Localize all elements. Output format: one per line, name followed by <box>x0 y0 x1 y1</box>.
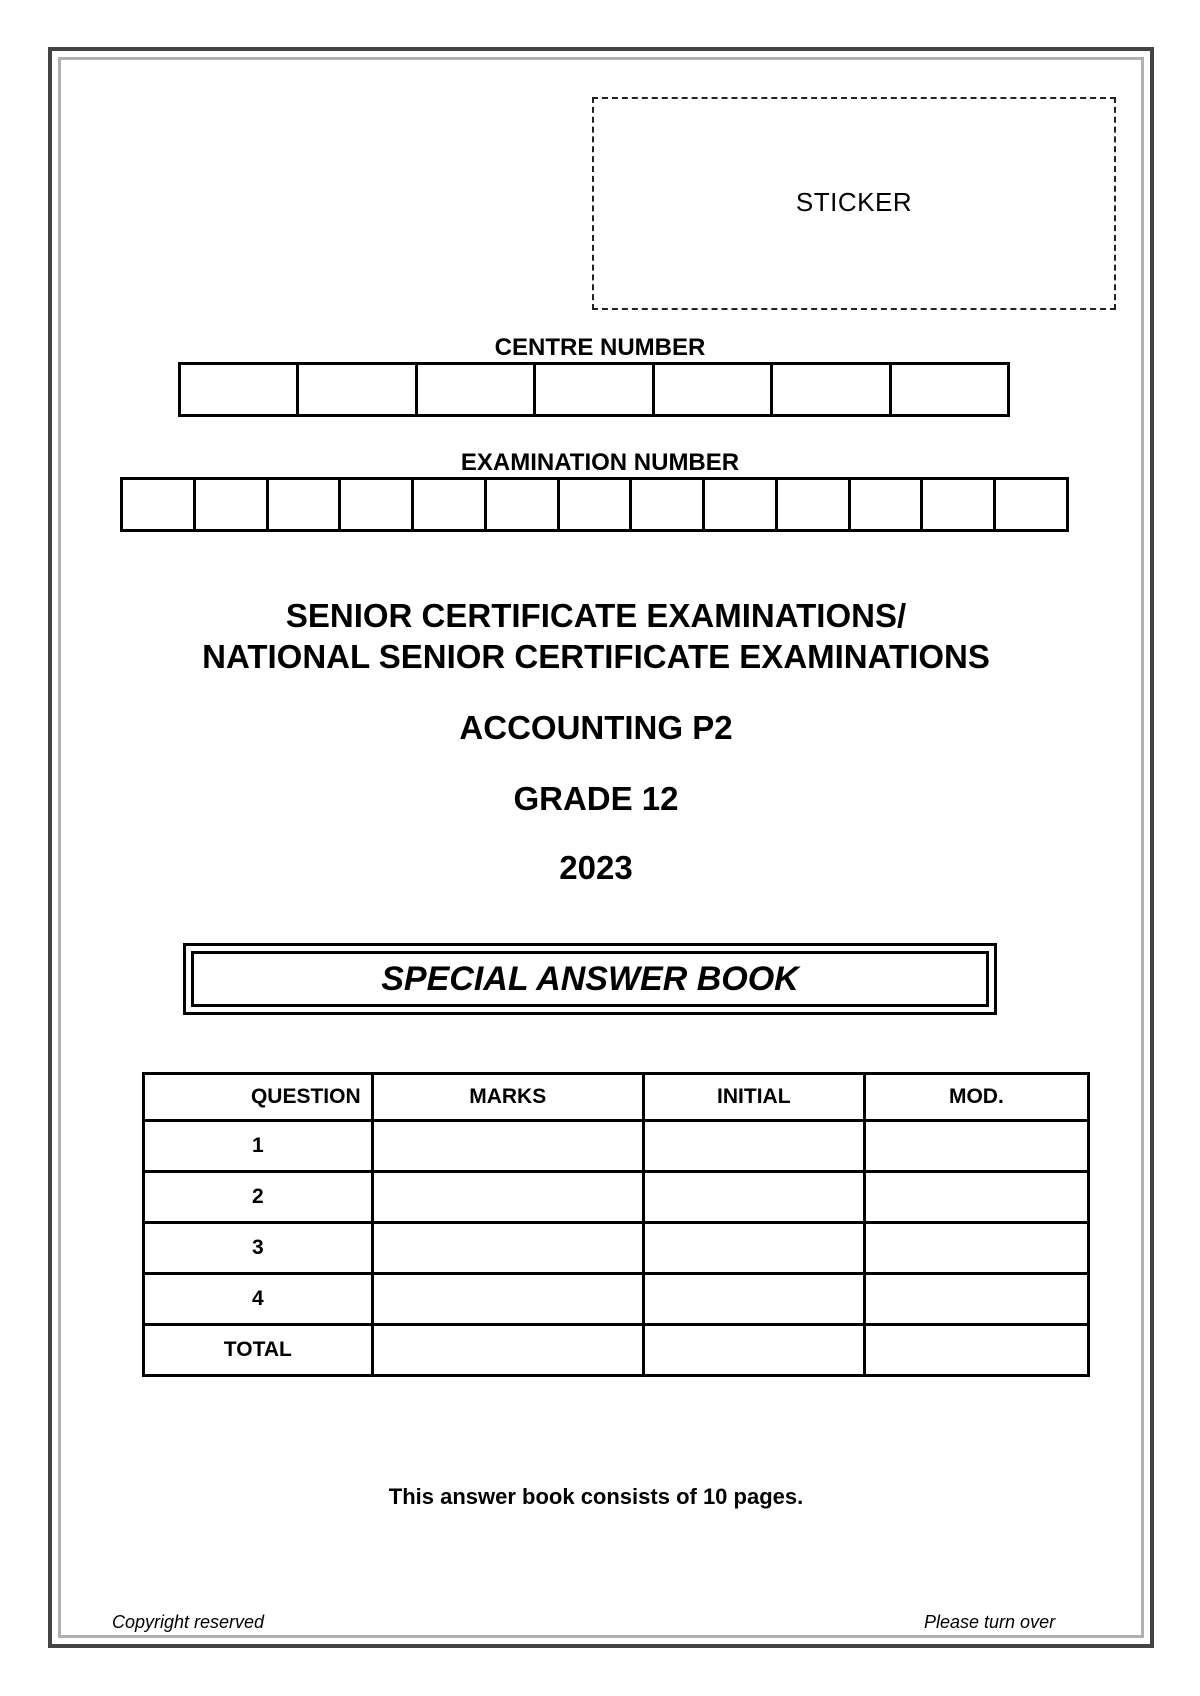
examination-number-digit-box[interactable] <box>341 480 414 529</box>
mod-cell[interactable] <box>864 1223 1088 1274</box>
exam-heading-line2: NATIONAL SENIOR CERTIFICATE EXAMINATIONS <box>202 638 990 675</box>
examination-number-digit-box[interactable] <box>560 480 633 529</box>
answer-book-banner <box>183 943 997 1015</box>
table-row <box>144 1274 1089 1325</box>
subject-title: ACCOUNTING P2 <box>459 709 733 746</box>
row-question-label: 3 <box>144 1223 373 1274</box>
initial-cell[interactable] <box>643 1121 864 1172</box>
row-question-label: 4 <box>144 1274 373 1325</box>
examination-number-digit-box[interactable] <box>269 480 342 529</box>
marks-table <box>142 1072 1090 1377</box>
exam-heading-line1: SENIOR CERTIFICATE EXAMINATIONS/ <box>285 597 907 634</box>
centre-number-digit-box[interactable] <box>299 365 417 414</box>
initial-cell[interactable] <box>643 1325 864 1376</box>
initial-cell[interactable] <box>643 1172 864 1223</box>
grade-title: GRADE 12 <box>513 780 679 817</box>
initial-cell[interactable] <box>643 1274 864 1325</box>
examination-number-digit-box[interactable] <box>123 480 196 529</box>
row-question-label: 1 <box>144 1121 373 1172</box>
sticker-label: STICKER <box>795 187 913 217</box>
mod-cell[interactable] <box>864 1325 1088 1376</box>
marks-table-header-row <box>144 1074 1089 1121</box>
centre-number-digit-box[interactable] <box>773 365 891 414</box>
examination-number-boxes[interactable] <box>120 477 1069 532</box>
header-mod: MOD. <box>864 1074 1088 1121</box>
centre-number-digit-box[interactable] <box>536 365 654 414</box>
footer-copyright: Copyright reserved <box>112 1612 265 1632</box>
centre-number-digit-box[interactable] <box>655 365 773 414</box>
examination-number-digit-box[interactable] <box>632 480 705 529</box>
marks-cell[interactable] <box>372 1172 643 1223</box>
table-row <box>144 1325 1089 1376</box>
marks-cell[interactable] <box>372 1274 643 1325</box>
marks-cell[interactable] <box>372 1121 643 1172</box>
year-title: 2023 <box>559 849 633 886</box>
table-row <box>144 1223 1089 1274</box>
examination-number-digit-box[interactable] <box>196 480 269 529</box>
row-total-label: TOTAL <box>144 1325 373 1376</box>
mod-cell[interactable] <box>864 1274 1088 1325</box>
examination-number-digit-box[interactable] <box>487 480 560 529</box>
initial-cell[interactable] <box>643 1223 864 1274</box>
mod-cell[interactable] <box>864 1121 1088 1172</box>
centre-number-digit-box[interactable] <box>181 365 299 414</box>
examination-number-digit-box[interactable] <box>705 480 778 529</box>
centre-number-label: CENTRE NUMBER <box>494 334 706 361</box>
row-question-label: 2 <box>144 1172 373 1223</box>
footer-turn-over: Please turn over <box>924 1612 1056 1632</box>
sticker-box <box>592 97 1116 310</box>
header-marks: MARKS <box>372 1074 643 1121</box>
examination-number-label: EXAMINATION NUMBER <box>460 449 740 476</box>
centre-number-digit-box[interactable] <box>892 365 1007 414</box>
page-count-note: This answer book consists of 10 pages. <box>388 1484 804 1509</box>
answer-book-title: SPECIAL ANSWER BOOK <box>191 951 989 1007</box>
marks-cell[interactable] <box>372 1325 643 1376</box>
centre-number-boxes[interactable] <box>178 362 1010 417</box>
mod-cell[interactable] <box>864 1172 1088 1223</box>
examination-number-digit-box[interactable] <box>778 480 851 529</box>
header-question: QUESTION <box>144 1074 373 1121</box>
examination-number-digit-box[interactable] <box>923 480 996 529</box>
table-row <box>144 1172 1089 1223</box>
examination-number-digit-box[interactable] <box>996 480 1066 529</box>
centre-number-digit-box[interactable] <box>418 365 536 414</box>
examination-number-digit-box[interactable] <box>414 480 487 529</box>
examination-number-digit-box[interactable] <box>851 480 924 529</box>
marks-cell[interactable] <box>372 1223 643 1274</box>
header-initial: INITIAL <box>643 1074 864 1121</box>
table-row <box>144 1121 1089 1172</box>
